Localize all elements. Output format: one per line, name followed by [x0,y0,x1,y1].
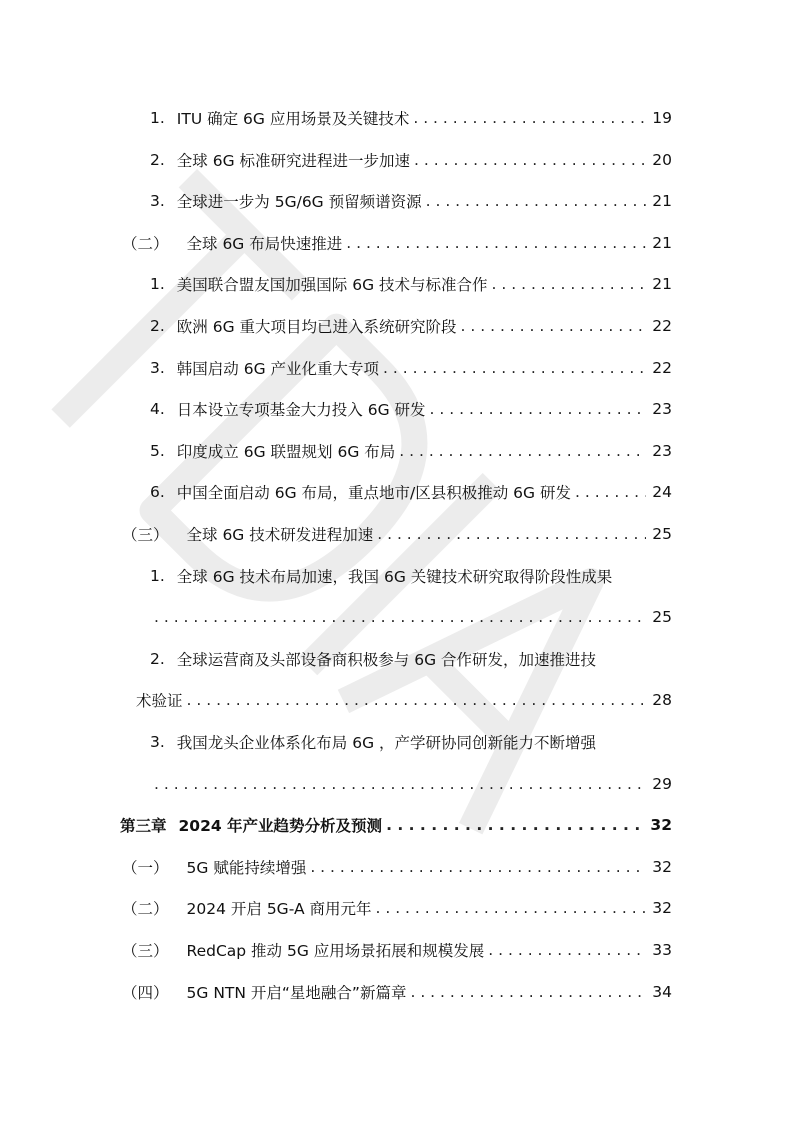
toc-entry[interactable] [122,513,672,555]
toc-page-number: 19 [652,109,672,127]
toc-entry-title: 5G NTN 开启“星地融合”新篇章 [186,983,407,1002]
dot-leader [377,525,646,543]
toc-entry-number: （三） [122,526,169,544]
toc-entry-title: 全球 6G 布局快速推进 [186,234,343,253]
toc-entry[interactable] [150,721,672,763]
toc-page-number: 24 [652,483,672,502]
dot-leader [187,691,647,709]
dot-leader [154,775,646,793]
toc-entry-number: （二） [122,234,169,253]
toc-entry-title: 5G 赋能持续增强 [186,858,307,877]
toc-entry-number: 2. [150,649,165,668]
toc-entry-number: 3. [150,733,165,751]
toc-entry[interactable] [120,804,672,846]
dot-leader [399,442,646,460]
toc-entry-title: RedCap 推动 5G 应用场景拓展和规模发展 [186,942,485,960]
toc-entry-continuation[interactable] [136,679,672,721]
toc-entry[interactable] [150,555,672,597]
toc-entry-continuation[interactable] [150,763,672,805]
dot-leader [488,941,646,959]
toc-entry-title: 全球 6G 标准研究进程进一步加速 [176,151,411,170]
toc-entry[interactable] [150,97,672,139]
toc-entry-number: （一） [122,858,169,877]
dot-leader [375,899,646,917]
toc-entry-number: 3. [150,358,165,377]
toc-entry[interactable] [122,971,672,1013]
toc-entry-title: 全球运营商及头部设备商积极参与 6G 合作研发，加速推进技 [176,650,597,669]
toc-entry-title-continued: 术验证 [136,692,183,711]
toc-entry-number: 1. [150,566,165,585]
toc-entry-title: 我国龙头企业体系化布局 6G ，产学研协同创新能力不断增强 [176,734,597,752]
toc-entry-number: 5. [150,441,165,460]
toc-page-number: 20 [652,150,672,169]
toc-entry-title: 美国联合盟友国加强国际 6G 技术与标准合作 [176,276,488,295]
toc-entry-number: （四） [122,983,169,1002]
toc-entry[interactable] [150,471,672,513]
dot-leader [386,816,644,834]
toc-entry-title: 全球进一步为 5G/6G 预留频谱资源 [176,193,422,212]
toc-entry[interactable] [122,846,672,888]
toc-entry[interactable] [122,222,672,264]
toc-page-number: 33 [652,941,672,959]
toc-entry[interactable] [150,263,672,305]
dot-leader [430,400,647,418]
toc-entry[interactable] [150,305,672,347]
toc-page-number: 21 [652,192,672,211]
dot-leader [461,317,647,335]
toc-page-number: 25 [652,525,672,543]
toc-entry-title: 2024 年产业趋势分析及预测 [178,817,383,836]
toc-entry[interactable] [150,388,672,430]
dot-leader [413,109,646,127]
toc-entry-number: 2. [150,150,165,169]
toc-page-number: 22 [652,358,672,377]
toc-page-number: 32 [652,899,672,918]
toc-entry-title: 2024 开启 5G-A 商用元年 [186,900,372,919]
toc-entry-title: 全球 6G 技术布局加速，我国 6G 关键技术研究取得阶段性成果 [176,567,613,586]
toc-entry-title: 欧洲 6G 重大项目均已进入系统研究阶段 [176,318,457,336]
toc-page-number: 28 [652,691,672,710]
toc-entry-number: （三） [122,942,169,960]
toc-entry-number: 2. [150,317,165,335]
toc-entry-number: 1. [150,275,165,294]
toc-entry-number: 3. [150,192,165,211]
toc-entry[interactable] [122,929,672,971]
dot-leader [492,275,647,293]
toc-page-number: 29 [652,774,672,793]
toc-entry-number: 4. [150,400,165,419]
toc-entry[interactable] [150,430,672,472]
toc-entry-number: （二） [122,900,169,919]
dot-leader [410,983,646,1001]
toc-entry-number: 1. [150,109,165,127]
toc-entry-title: 日本设立专项基金大力投入 6G 研发 [176,401,426,420]
toc-page-number: 34 [652,982,672,1001]
dot-leader [346,234,646,252]
toc-page-number: 22 [652,317,672,335]
toc-entry-continuation[interactable] [150,596,672,638]
dot-leader [426,192,647,210]
toc-entry-title: 中国全面启动 6G 布局，重点地市/区县积极推动 6G 研发 [176,484,571,503]
toc-entry[interactable] [122,887,672,929]
toc-entry[interactable] [150,180,672,222]
dot-leader [414,151,646,169]
toc-entry[interactable] [150,139,672,181]
toc-page-number: 25 [652,608,672,627]
toc-page-number: 32 [652,857,672,876]
dot-leader [154,608,646,626]
toc-entry-number: 第三章 [120,817,167,836]
dot-leader [575,483,646,501]
toc-entry[interactable] [150,638,672,680]
toc-page-number: 23 [652,441,672,460]
toc-entry-title: 韩国启动 6G 产业化重大专项 [176,359,380,378]
toc-page-number: 23 [652,400,672,419]
toc-entry-title: ITU 确定 6G 应用场景及关键技术 [176,110,410,128]
toc-entry[interactable] [150,347,672,389]
toc-page-number: 32 [650,816,672,835]
dot-leader [383,359,646,377]
toc-entry-title: 印度成立 6G 联盟规划 6G 布局 [176,442,396,461]
dot-leader [310,858,646,876]
toc-page-number: 21 [652,233,672,252]
toc-page-number: 21 [652,275,672,294]
toc-entry-title: 全球 6G 技术研发进程加速 [186,526,374,544]
toc-entry-number: 6. [150,483,165,502]
